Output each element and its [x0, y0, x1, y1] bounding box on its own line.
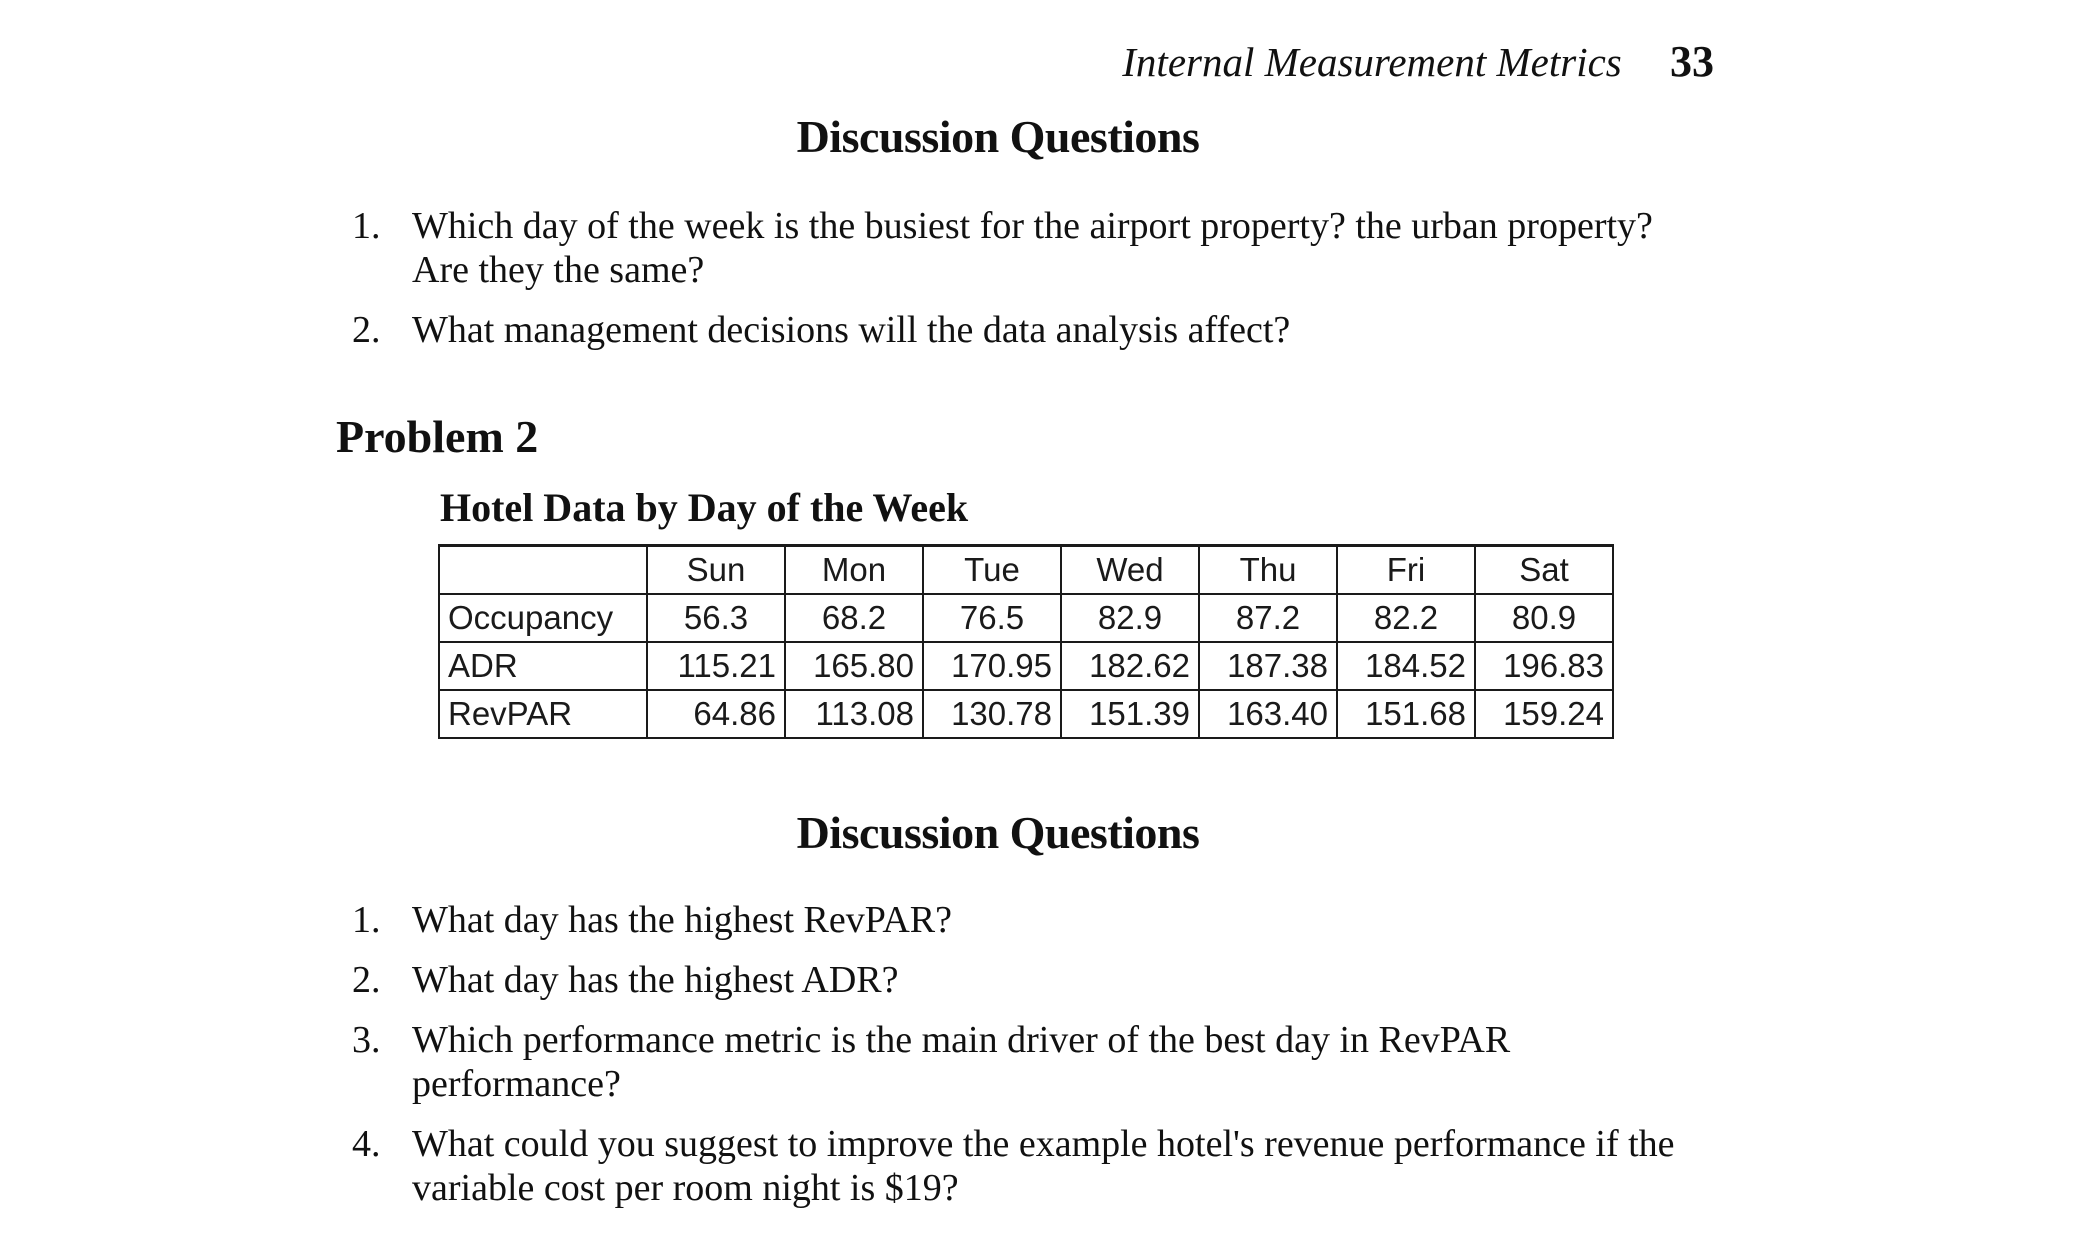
- table-row: [439, 690, 1613, 738]
- question-text: What day has the highest RevPAR?: [412, 899, 953, 941]
- row-label: Occupancy: [439, 594, 647, 642]
- table-cell: 159.24: [1475, 690, 1613, 738]
- section-heading-1-text: Discussion Questions: [796, 111, 1200, 162]
- question-text: What could you suggest to improve the example hotel's revenue performance if the variable cost per room night is $19?: [412, 1123, 1675, 1209]
- table-caption: Hotel Data by Day of the Week: [440, 485, 969, 530]
- table-row: [439, 642, 1613, 690]
- question-list-2: [352, 898, 1712, 1226]
- list-item: [352, 1122, 1712, 1210]
- table-cell: 184.52: [1337, 642, 1475, 690]
- table-cell: 82.9: [1061, 594, 1199, 642]
- row-label: RevPAR: [439, 690, 647, 738]
- table-cell: 163.40: [1199, 690, 1337, 738]
- question-number: 2.: [352, 959, 381, 1001]
- column-header: Wed: [1061, 546, 1199, 595]
- table-cell: 151.39: [1061, 690, 1199, 738]
- column-header: Fri: [1337, 546, 1475, 595]
- column-header: Mon: [785, 546, 923, 595]
- table-row: [439, 594, 1613, 642]
- table-header-row: [439, 546, 1613, 595]
- row-label: ADR: [439, 642, 647, 690]
- list-item: [352, 1018, 1712, 1106]
- question-number: 4.: [352, 1123, 381, 1165]
- running-head-title: Internal Measurement Metrics: [1122, 39, 1622, 85]
- question-text: What management decisions will the data analysis affect?: [412, 309, 1291, 351]
- table-cell: 170.95: [923, 642, 1061, 690]
- section-heading-2: [0, 806, 2092, 859]
- problem-title: Problem 2: [336, 411, 539, 462]
- question-number: 1.: [352, 205, 381, 247]
- list-item: [352, 308, 1712, 352]
- list-item: [352, 204, 1712, 292]
- question-number: 1.: [352, 899, 381, 941]
- section-heading-1: [0, 110, 2092, 163]
- column-header: Thu: [1199, 546, 1337, 595]
- hotel-data-table: [438, 544, 1614, 739]
- table-cell: 68.2: [785, 594, 923, 642]
- table-cell: 115.21: [647, 642, 785, 690]
- question-list-1: [352, 204, 1712, 368]
- column-header: Sun: [647, 546, 785, 595]
- question-number: 2.: [352, 309, 381, 351]
- list-item: [352, 898, 1712, 942]
- table-cell: 113.08: [785, 690, 923, 738]
- table-cell: 56.3: [647, 594, 785, 642]
- list-item: [352, 958, 1712, 1002]
- question-text: Which performance metric is the main driver of the best day in RevPAR performance?: [412, 1019, 1511, 1105]
- question-number: 3.: [352, 1019, 381, 1061]
- column-header: Tue: [923, 546, 1061, 595]
- column-header: Sat: [1475, 546, 1613, 595]
- page-number: 33: [1670, 37, 1714, 86]
- table-cell: 76.5: [923, 594, 1061, 642]
- section-heading-2-text: Discussion Questions: [796, 807, 1200, 858]
- table-cell: 151.68: [1337, 690, 1475, 738]
- table-cell: 87.2: [1199, 594, 1337, 642]
- header-blank-cell: [439, 546, 647, 595]
- table-cell: 130.78: [923, 690, 1061, 738]
- table-cell: 64.86: [647, 690, 785, 738]
- table-cell: 196.83: [1475, 642, 1613, 690]
- table-cell: 182.62: [1061, 642, 1199, 690]
- question-text: Which day of the week is the busiest for the airport property? the urban property? Are they the same?: [412, 205, 1653, 291]
- table-cell: 165.80: [785, 642, 923, 690]
- running-head: [1122, 36, 1714, 87]
- table-cell: 80.9: [1475, 594, 1613, 642]
- table-cell: 187.38: [1199, 642, 1337, 690]
- table-cell: 82.2: [1337, 594, 1475, 642]
- question-text: What day has the highest ADR?: [412, 959, 899, 1001]
